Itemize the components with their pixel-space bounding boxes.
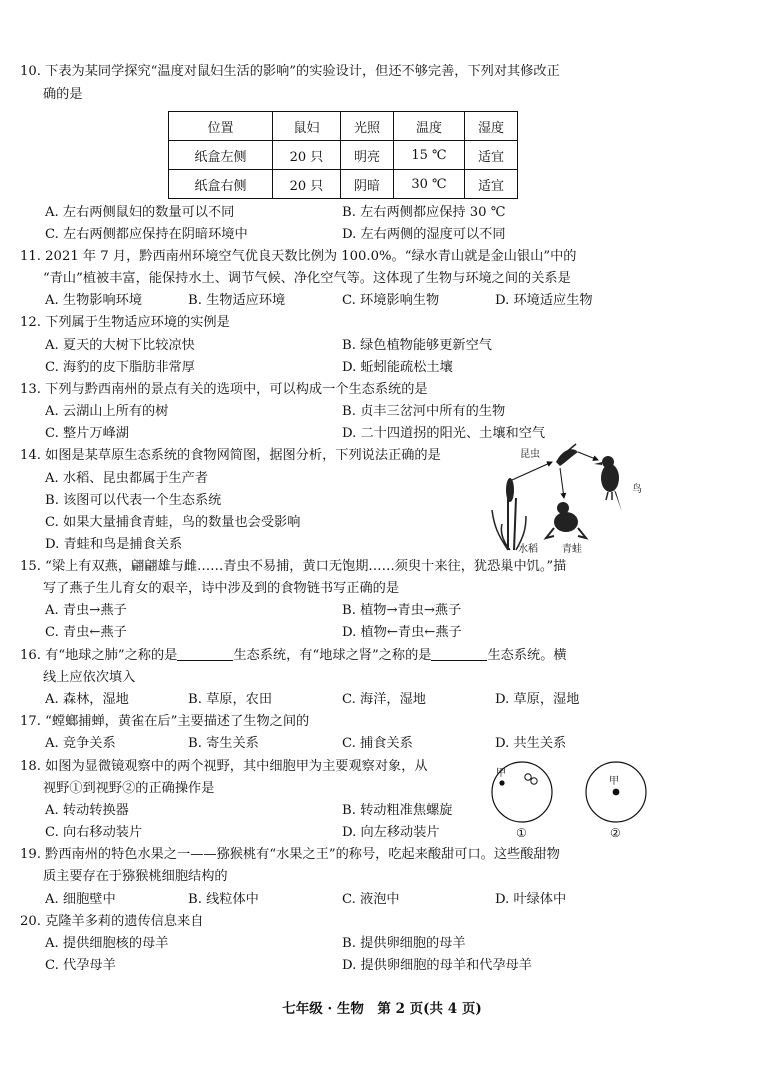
q16-option-c: C. 海洋，湿地 xyxy=(342,692,426,707)
cell-other-1 xyxy=(525,774,531,780)
q14-option-b: B. 该图可以代表一个生态系统 xyxy=(45,493,222,508)
q11-option-d: D. 环境适应生物 xyxy=(495,293,593,308)
q12-option-c: C. 海豹的皮下脂肪非常厚 xyxy=(45,360,195,375)
arrow-insect-to-bird xyxy=(578,452,598,460)
q16-stem-part1: 16. 有“地球之肺”之称的是 xyxy=(20,648,178,663)
q10-option-c: C. 左右两侧都应保持在阴暗环境中 xyxy=(45,227,248,242)
q14-option-a: A. 水稻、昆虫都属于生产者 xyxy=(45,471,208,486)
table-cell: 20 只 xyxy=(272,170,340,199)
table-cell: 20 只 xyxy=(272,141,340,170)
q11-option-a: A. 生物影响环境 xyxy=(45,293,143,308)
q15-option-c: C. 青虫←燕子 xyxy=(45,625,127,640)
q15-option-b: B. 植物→青虫→燕子 xyxy=(342,603,462,618)
q13-option-d: D. 二十四道拐的阳光、土壤和空气 xyxy=(342,426,546,441)
q20-option-c: C. 代孕母羊 xyxy=(45,958,116,973)
label-cell-view2: 甲 xyxy=(609,776,619,787)
q18-stem-line1: 18. 如图为显微镜观察中的两个视野，其中细胞甲为主要观察对象，从 xyxy=(20,759,428,774)
q15-stem-line2: 写了燕子生儿育女的艰辛，诗中涉及到的食物链书写正确的是 xyxy=(43,581,400,596)
q13-stem: 13. 下列与黔西南州的景点有关的选项中，可以构成一个生态系统的是 xyxy=(20,382,428,397)
q17-option-b: B. 寄生关系 xyxy=(188,736,259,751)
q10-option-d: D. 左右两侧的湿度可以不同 xyxy=(342,227,506,242)
q10-experiment-table xyxy=(168,111,518,199)
q17-option-c: C. 捕食关系 xyxy=(342,736,413,751)
table-cell: 阴暗 xyxy=(340,170,393,199)
page-footer: 七年级 · 生物 第 2 页(共 4 页) xyxy=(282,1001,482,1017)
q20-option-a: A. 提供细胞核的母羊 xyxy=(45,936,169,951)
bird-icon xyxy=(594,456,622,512)
table-header-row xyxy=(169,112,518,141)
answer-blank xyxy=(177,646,233,661)
label-cell-view1: 甲 xyxy=(496,768,506,779)
label-frog: 青蛙 xyxy=(562,544,582,555)
table-cell: 适宜 xyxy=(464,141,517,170)
q15-stem-line1: 15. “梁上有双燕，翩翩雄与雌……青虫不易捕，黄口无饱期……须臾十来往，犹恐巢中饥。”描 xyxy=(20,559,567,574)
q16-option-d: D. 草原，湿地 xyxy=(495,692,580,707)
q14-option-c: C. 如果大量捕食青蛙，鸟的数量也会受影响 xyxy=(45,515,301,530)
q10-option-b: B. 左右两侧都应保持 30 ℃ xyxy=(342,205,506,220)
cell-jia-view2 xyxy=(613,789,620,796)
label-bird: 鸟 xyxy=(632,484,642,495)
arrow-insect-to-frog xyxy=(560,468,564,498)
q18-option-c: C. 向右移动装片 xyxy=(45,825,143,840)
q16-option-a: A. 森林，湿地 xyxy=(45,692,129,707)
q11-stem-line2: “青山”植被丰富，能保持水土、调节气候、净化空气等。这体现了生物与环境之间的关系是 xyxy=(43,271,571,286)
microscope-views-figure xyxy=(484,758,664,844)
q19-stem-line1: 19. 黔西南州的特色水果之一——猕猴桃有“水果之王”的称号，吃起来酸甜可口。这些酸甜物 xyxy=(20,847,560,862)
table-header-cell: 湿度 xyxy=(464,112,517,141)
q14-stem: 14. 如图是某草原生态系统的食物网简图，据图分析，下列说法正确的是 xyxy=(20,448,441,463)
table-cell: 15 ℃ xyxy=(393,141,464,170)
q11-stem-line1: 11. 2021 年 7 月，黔西南州环境空气优良天数比例为 100.0%。“绿水青山就是金山银山”中的 xyxy=(20,249,577,264)
q10-option-a: A. 左右两侧鼠妇的数量可以不同 xyxy=(45,205,235,220)
q19-option-c: C. 液泡中 xyxy=(342,892,400,907)
q18-option-d: D. 向左移动装片 xyxy=(342,825,440,840)
q12-option-d: D. 蚯蚓能疏松土壤 xyxy=(342,360,453,375)
q13-option-a: A. 云湖山上所有的树 xyxy=(45,404,169,419)
q15-option-d: D. 植物←青虫←燕子 xyxy=(342,625,462,640)
q19-option-b: B. 线粒体中 xyxy=(188,892,259,907)
q17-option-d: D. 共生关系 xyxy=(495,736,567,751)
table-cell: 适宜 xyxy=(464,170,517,199)
q20-option-b: B. 提供卵细胞的母羊 xyxy=(342,936,466,951)
microscope-views-drawing xyxy=(484,758,664,844)
label-view-1: ① xyxy=(516,826,527,840)
q19-option-a: A. 细胞壁中 xyxy=(45,892,116,907)
q16-stem-line1 xyxy=(20,646,567,666)
cell-jia-view1 xyxy=(499,780,504,785)
table-cell: 纸盒左侧 xyxy=(169,141,273,170)
q16-stem-line2: 线上应依次填入 xyxy=(43,670,136,685)
frog-icon xyxy=(546,502,586,538)
table-header-cell: 光照 xyxy=(340,112,393,141)
label-view-2: ② xyxy=(610,826,621,840)
q12-stem: 12. 下列属于生物适应环境的实例是 xyxy=(20,315,230,330)
q15-option-a: A. 青虫→燕子 xyxy=(45,603,127,618)
q10-stem-line1: 10. 下表为某同学探究“温度对鼠妇生活的影响”的实验设计，但还不够完善，下列对其修改正 xyxy=(20,64,560,79)
q16-stem-part2: 生态系统，有“地球之肾”之称的是 xyxy=(233,648,432,663)
q13-option-b: B. 贞丰三岔河中所有的生物 xyxy=(342,404,506,419)
answer-blank xyxy=(431,646,487,661)
table-cell: 纸盒右侧 xyxy=(169,170,273,199)
q17-option-a: A. 竞争关系 xyxy=(45,736,116,751)
q10-stem-line2: 确的是 xyxy=(43,87,83,102)
q18-option-b: B. 转动粗准焦螺旋 xyxy=(342,803,453,818)
q20-option-d: D. 提供卵细胞的母羊和代孕母羊 xyxy=(342,958,532,973)
q19-option-d: D. 叶绿体中 xyxy=(495,892,567,907)
q17-stem: 17. “螳螂捕蝉，黄雀在后”主要描述了生物之间的 xyxy=(20,714,310,729)
table-header-cell: 鼠妇 xyxy=(272,112,340,141)
q11-option-c: C. 环境影响生物 xyxy=(342,293,440,308)
q20-stem: 20. 克隆羊多莉的遗传信息来自 xyxy=(20,914,204,929)
food-web-figure xyxy=(480,440,650,558)
q18-option-a: A. 转动转换器 xyxy=(45,803,129,818)
q16-stem-part3: 生态系统。横 xyxy=(487,648,567,663)
q12-option-a: A. 夏天的大树下比较凉快 xyxy=(45,338,195,353)
table-row xyxy=(169,170,518,199)
q18-stem-line2: 视野①到视野②的正确操作是 xyxy=(43,781,215,796)
q13-option-c: C. 整片万峰湖 xyxy=(45,426,129,441)
q19-stem-line2: 质主要存在于猕猴桃细胞结构的 xyxy=(43,869,228,884)
table-row xyxy=(169,141,518,170)
table-header-cell: 位置 xyxy=(169,112,273,141)
q14-option-d: D. 青蛙和鸟是捕食关系 xyxy=(45,537,183,552)
table-cell: 30 ℃ xyxy=(393,170,464,199)
table-header-cell: 温度 xyxy=(393,112,464,141)
q11-option-b: B. 生物适应环境 xyxy=(188,293,286,308)
arrow-rice-to-insect xyxy=(512,462,552,480)
table-cell: 明亮 xyxy=(340,141,393,170)
insect-icon xyxy=(556,444,578,466)
label-rice: 水稻 xyxy=(518,544,538,555)
q12-option-b: B. 绿色植物能够更新空气 xyxy=(342,338,492,353)
label-insect: 昆虫 xyxy=(520,449,540,460)
cell-other-2 xyxy=(531,778,537,784)
q16-option-b: B. 草原，农田 xyxy=(188,692,273,707)
